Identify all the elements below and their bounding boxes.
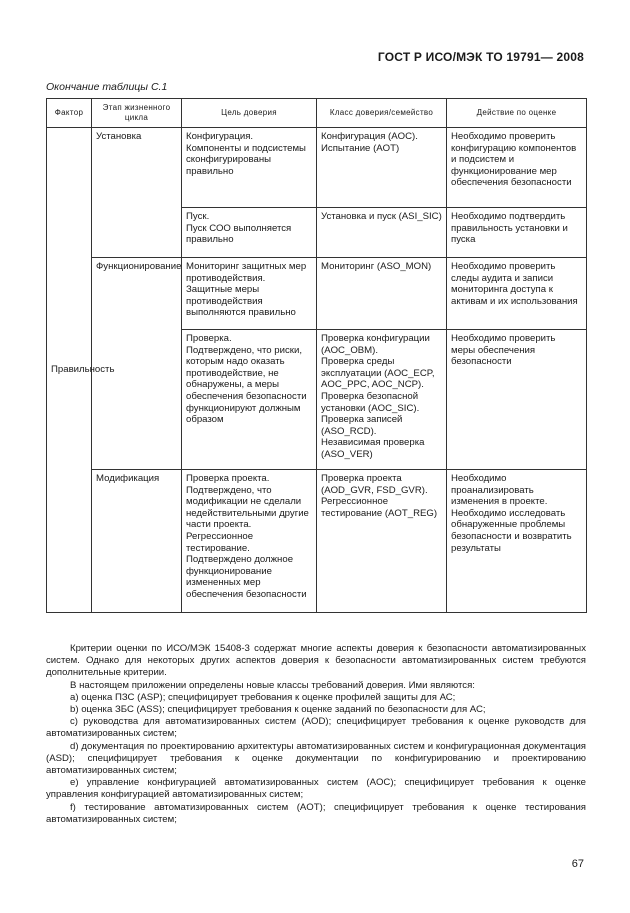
- list-item: b) оценка ЗБС (ASS); специфицирует требования к оценке заданий по безопасности для АС;: [70, 704, 486, 716]
- assurance-table: [46, 98, 587, 613]
- goal-cell: Мониторинг защитных мер противодействия. Защитные меры противодействия выполняются правильно: [182, 258, 317, 330]
- action-cell: Необходимо проверить следы аудита и записи мониторинга доступа к активам и их использования: [447, 258, 587, 330]
- list-item: d) документация по проектированию архитектуры автоматизированных систем и конфигурационная документация (ASD); специфицирует требования к оценке документации по конфигурированию и проектированию автоматизированных систем;: [46, 740, 586, 777]
- action-cell: Необходимо проверить конфигурацию компонентов и подсистем и функционирование мер обеспечения безопасности: [447, 128, 587, 208]
- goal-cell: Конфигурация. Компоненты и подсистемы сконфигурированы правильно: [182, 128, 317, 208]
- class-cell: Конфигурация (AOC). Испытание (AOT): [317, 128, 447, 208]
- paragraph: Критерии оценки по ИСО/МЭК 15408-3 содержат многие аспекты доверия к безопасности автоматизированных систем. Однако для некоторых других аспектов доверия к безопасности автоматизированных систем требуются дополнительные критерии.: [46, 643, 586, 679]
- factor-cell: Правильность: [47, 128, 92, 613]
- class-cell: Мониторинг (ASO_MON): [317, 258, 447, 330]
- stage-cell: Модификация: [92, 470, 182, 613]
- table-row: [47, 258, 587, 330]
- goal-cell: Проверка. Подтверждено, что риски, которым надо оказать противодействие, не обнаружены, а меры обеспечения безопасности функционируют должным образом: [182, 330, 317, 470]
- column-header-goal: Цель доверия: [182, 99, 317, 128]
- stage-cell: Установка: [92, 128, 182, 258]
- paragraph: В настоящем приложении определены новые классы требований доверия. Ими являются:: [70, 679, 475, 691]
- list-item: e) управление конфигурацией автоматизированных систем (AOC); специфицирует требования к оценке управления конфигурацией автоматизированных систем;: [46, 777, 586, 801]
- page-number: 67: [571, 858, 584, 870]
- list-item: c) руководства для автоматизированных систем (AOD); специфицирует требования к оценке руководств для автоматизированных систем;: [46, 716, 586, 740]
- goal-cell: Проверка проекта. Подтверждено, что модификации не сделали недействительными другие части проекта. Регрессионное тестирование. Подтверждено должное функционирование измененных мер обеспечения безопасности: [182, 470, 317, 613]
- class-cell: Проверка проекта (AOD_GVR, FSD_GVR). Регрессионное тестирование (AOT_REG): [317, 470, 447, 613]
- class-cell: Проверка конфигурации (AOC_OBM). Проверка среды эксплуатации (AOC_ECP, AOC_PPC, AOC_NCP). Проверка безопасной установки (AOC_SIC). Проверка записей (ASO_RCD). Независимая проверка (ASO_VER): [317, 330, 447, 470]
- table-row: [47, 128, 587, 208]
- stage-cell: Функционирование: [92, 258, 182, 470]
- class-cell: Установка и пуск (ASI_SIC): [317, 208, 447, 258]
- body-text: [46, 643, 586, 826]
- goal-cell: Пуск. Пуск СОО выполняется правильно: [182, 208, 317, 258]
- list-item: a) оценка ПЗС (ASP); специфицирует требования к оценке профилей защиты для АС;: [70, 691, 456, 703]
- column-header-class: Класс доверия/семейство: [317, 99, 447, 128]
- action-cell: Необходимо подтвердить правильность установки и пуска: [447, 208, 587, 258]
- table-row: [47, 470, 587, 613]
- column-header-stage: Этап жизненного цикла: [92, 99, 182, 128]
- column-header-action: Действие по оценке: [447, 99, 587, 128]
- list-item: f) тестирование автоматизированных систем (AOT); специфицирует требования к оценке тестирования автоматизированных систем;: [46, 801, 586, 825]
- document-header: ГОСТ Р ИСО/МЭК ТО 19791— 2008: [377, 50, 584, 64]
- action-cell: Необходимо проанализировать изменения в проекте. Необходимо исследовать обнаруженные проблемы безопасности и возвратить результаты: [447, 470, 587, 613]
- column-header-factor: Фактор: [47, 99, 92, 128]
- table-caption: Окончание таблицы С.1: [46, 81, 168, 93]
- action-cell: Необходимо проверить меры обеспечения безопасности: [447, 330, 587, 470]
- table-header-row: [47, 99, 587, 128]
